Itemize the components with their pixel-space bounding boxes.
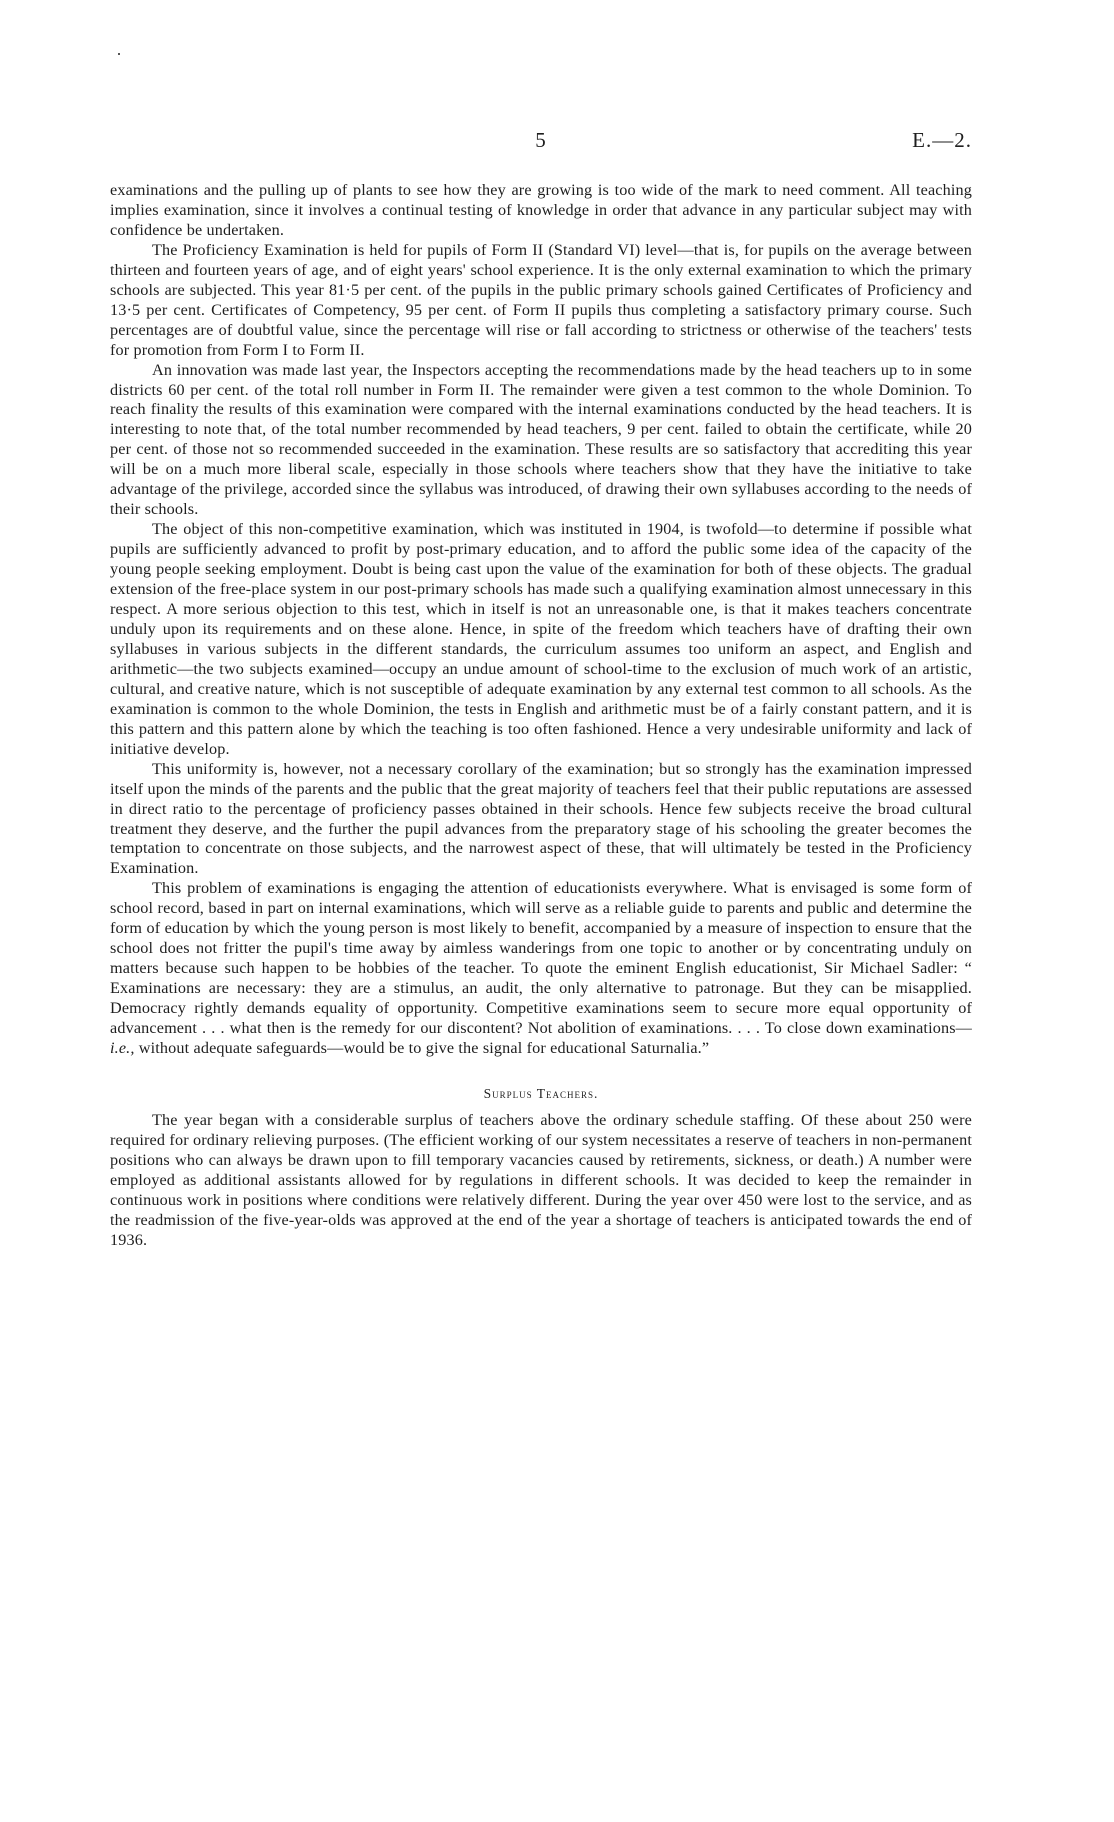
paragraph-continued: examinations and the pulling up of plants to see how they are growing is too wide of the mark to need comment. All teaching implies examination, since it involves a continual testing of knowledge in order that advance in any particular subject may with confidence be undertaken. [110, 181, 972, 239]
page-number: 5 [535, 128, 547, 152]
paragraph-proficiency-examination: The Proficiency Examination is held for pupils of Form II (Standard VI) level—that is, for pupils on the average between thirteen and fourteen years of age, and of eight years' school experience. It is the only external examination to which the primary schools are subjected. This year 81·5 per cent. of the pupils in the public primary schools gained Certificates of Proficiency and 13·5 per cent. Certificates of Competency, 95 per cent. of Form II pupils thus completing a satisfactory primary course. Such percentages are of doubtful value, since the percentage will rise or fall according to strictness or otherwise of the teachers' tests for promotion from Form I to Form II. [110, 240, 972, 359]
quote-paragraph-italic: i.e., [110, 1038, 135, 1057]
section-heading-surplus-teachers: Surplus Teachers. [483, 1085, 599, 1101]
page-header [110, 128, 972, 158]
quote-paragraph-lead: This problem of examinations is engaging the attention of educationists everywhere. What is envisaged is some form of school record, based in part on internal examinations, which will serve as a reliable guide to parents and public and determine the form of education by which the young person is most likely to benefit, accompanied by a measure of inspection to ensure that the school does not fritter the pupil's time away by aimless wanderings from one topic to another or by concentrating unduly on matters because such happen to be hobbies of the teacher. To quote the eminent English educationist, Sir Michael Sadler: “ Examinations are necessary: they are a stimulus, an audit, the only alternative to patronage. But they can be misapplied. Democracy rightly demands equality of opportunity. Competitive examinations seem to secure more equal opportunity of advancement . . . what then is the remedy for our discontent? Not abolition of examinations. . . . To close down examinations— [110, 879, 972, 1038]
margin-speck [118, 53, 120, 55]
paragraph-innovation: An innovation was made last year, the Inspectors accepting the recommendations made by the head teachers up to in some districts 60 per cent. of the total roll number in Form II. The remainder were given a test common to the whole Dominion. To reach finality the results of this examination were compared with the internal examinations conducted by the head teachers. It is interesting to note that, of the total number recommended by head teachers, 9 per cent. failed to obtain the certificate, while 20 per cent. of those not so recommended succeeded in the examination. These results are so satisfactory that accrediting this year will be on a much more liberal scale, especially in those schools where teachers show that they have the initiative to take advantage of the privilege, accorded since the syllabus was introduced, of drawing their own syllabuses according to the needs of their schools. [110, 360, 972, 519]
paragraph-object-of-examination: The object of this non-competitive examination, which was instituted in 1904, is twofold—to determine if possible what pupils are sufficiently advanced to profit by post-primary education, and to afford the public some idea of the capacity of the young people seeking employment. Doubt is being cast upon the value of the examination for both of these objects. The gradual extension of the free-place system in our post-primary schools has made such a qualifying examination almost unnecessary in this respect. A more serious objection to this test, which in itself is not an unreasonable one, is that it makes teachers concentrate unduly upon its requirements and on these alone. Hence, in spite of the freedom which teachers have of drafting their own syllabuses in various subjects in the different standards, the curriculum assumes too uniform an aspect, and English and arithmetic—the two subjects examined—occupy an undue amount of school-time to the exclusion of much work of an artistic, cultural, and creative nature, which is not susceptible of adequate examination by any external test common to all schools. As the examination is common to the whole Dominion, the tests in English and arithmetic must be of a fairly constant pattern, and it is this pattern and this pattern alone by which the teaching is too often fashioned. Hence a very undesirable uniformity and lack of initiative develop. [110, 520, 972, 758]
paragraph-problem-of-examinations [110, 879, 972, 1059]
document-reference: E.—2. [912, 128, 972, 152]
quote-paragraph-tail: without adequate safeguards—would be to give the signal for educational Saturnalia.” [134, 1038, 710, 1057]
paragraph-surplus-teachers: The year began with a considerable surplus of teachers above the ordinary schedule staffing. Of these about 250 were required for ordinary relieving purposes. (The efficient working of our system necessitates a reserve of teachers in non-permanent positions who can always be drawn upon to fill temporary vacancies caused by retirements, sickness, or death.) A number were employed as additional assistants allowed for by regulations in different schools. It was decided to keep the remainder in continuous work in positions where conditions were relatively different. During the year over 450 were lost to the service, and as the readmission of the five-year-olds was approved at the end of the year a shortage of teachers is anticipated towards the end of 1936. [110, 1110, 972, 1249]
page-body [110, 181, 972, 1251]
paragraph-uniformity: This uniformity is, however, not a necessary corollary of the examination; but so strongly has the examination impressed itself upon the minds of the parents and the public that the great majority of teachers feel that their public reputations are assessed in direct ratio to the percentage of proficiency passes obtained in their schools. Hence few subjects receive the broad cultural treatment they deserve, and the further the pupil advances from the preparatory stage of his schooling the greater becomes the temptation to concentrate on those subjects, and the narrowest aspect of these, that will ultimately be tested in the Proficiency Examination. [110, 759, 972, 878]
